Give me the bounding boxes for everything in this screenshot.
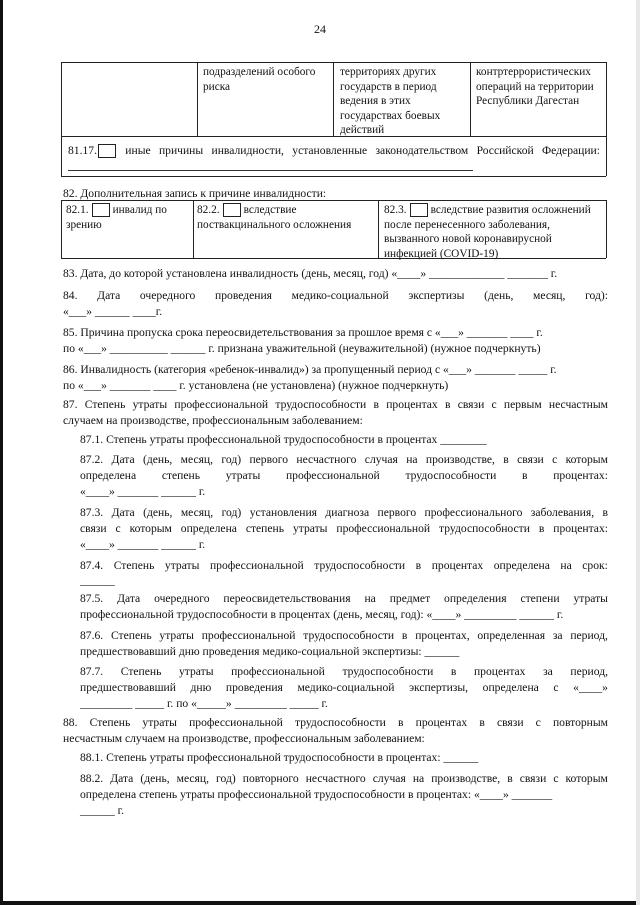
scan-edge-right — [636, 0, 640, 905]
checkbox-82-3[interactable] — [410, 203, 428, 217]
table1-bottom-border — [61, 176, 606, 177]
item-87-3-line-3: «____» _______ ______ г. — [80, 538, 206, 551]
row-81-17: 81.17. иные причины инвалидности, установленные законодательством Российской Федерации: — [68, 144, 600, 157]
item-84-line-1: 84. Дата очередного проведения медико-социальной экспертизы (день, месяц, год): — [63, 289, 608, 302]
cell-82-1: 82.1. инвалид по зрению — [66, 204, 167, 231]
checkbox-82-1[interactable] — [92, 203, 110, 217]
item-85-line-1: 85. Причина пропуска срока переосвидетельствования за прошлое время с «___» _______ ____ г. — [63, 326, 543, 339]
table82-top-border — [61, 200, 606, 201]
item-88-2-line-3: ______ г. — [80, 804, 125, 817]
item-87-7-line-1: 87.7. Степень утраты профессиональной трудоспособности в процентах за период, — [80, 665, 608, 678]
table1-col-divider-2 — [333, 62, 334, 136]
table1-col-divider-1 — [197, 62, 198, 136]
item-87-1-line: 87.1. Степень утраты профессиональной трудоспособности в процентах ________ — [80, 433, 487, 446]
table1-cell-special-risk: подразделений особого риска — [203, 66, 316, 93]
page-number: 24 — [314, 22, 326, 36]
cell-82-2: 82.2. вследствие поствакцинального осложнения — [197, 204, 352, 231]
table82-left-border — [61, 200, 62, 258]
scan-edge-left — [0, 0, 3, 905]
scan-edge-bottom — [0, 901, 640, 905]
item-87-2-line-3: «____» _______ ______ г. — [80, 485, 206, 498]
item-87-2-line-1: 87.2. Дата (день, месяц, год) первого несчастного случая на производстве, в связи с которым — [80, 453, 608, 466]
item-87-4-line-1: 87.4. Степень утраты профессиональной трудоспособности в процентах определена на срок: — [80, 559, 608, 572]
item-87-2-line-2: определена степень утраты профессиональной трудоспособности в процентах: — [80, 469, 608, 482]
table1-left-border — [61, 62, 62, 176]
item-87-5-line-1: 87.5. Дата очередного переосвидетельствования на предмет определения степени утраты — [80, 592, 608, 605]
cell-82-3: 82.3. вследствие развития осложнений после перенесенного заболевания, вызванного новой коронавирусной инфекцией (COVID-19) — [384, 204, 591, 260]
item-84-line-2: «___» ______ ____г. — [63, 305, 163, 318]
item-87-7-line-2: предшествовавший дню проведения медико-социальной экспертизы, определена с «____» — [80, 681, 608, 694]
item-86-line-2: по «___» _______ ____ г. установлена (не установлена) (нужное подчеркнуть) — [63, 379, 449, 392]
table82-right-border — [606, 200, 607, 258]
item-87-6-line-2: предшествовавший дню проведения медико-социальной экспертизы: ______ — [80, 645, 460, 658]
item-85-line-2: по «___» __________ ______ г. признана уважительной (неуважительной) (нужное подчеркнуть) — [63, 342, 541, 355]
table1-cell-dagestan: контртеррористических операций на территории Республики Дагестан — [476, 66, 594, 107]
item-87-3-line-2: связи с которым определена степень утраты профессиональной трудоспособности в процентах: — [80, 522, 608, 535]
item-88-line-2: несчастным случаем на производстве, профессиональным заболеванием: — [63, 732, 425, 745]
item-83-line: 83. Дата, до которой установлена инвалидность (день, месяц, год) «____» _____________ _______ г. — [63, 267, 558, 280]
item-87-4-line-2: ______ — [80, 574, 115, 587]
item-88-2-line-1: 88.2. Дата (день, месяц, год) повторного несчастного случая на производстве, в связи с которым — [80, 772, 608, 785]
item-88-2-line-2: определена степень утраты профессиональной трудоспособности в процентах: «____» _______ — [80, 788, 553, 801]
item-87-3-line-1: 87.3. Дата (день, месяц, год) установления диагноза первого профессионального заболевания, в — [80, 506, 608, 519]
table1-row-divider — [61, 136, 606, 137]
item-87-line-1: 87. Степень утраты профессиональной трудоспособности в процентах в связи с первым несчастным — [63, 398, 608, 411]
item-88-1-line: 88.1. Степень утраты профессиональной трудоспособности в процентах: ______ — [80, 751, 479, 764]
item-87-line-2: случаем на производстве, профессиональным заболеванием: — [63, 414, 363, 427]
item-87-5-line-2: профессиональной трудоспособности в процентах (день, месяц, год): «____» _________ ______ г. — [80, 608, 564, 621]
table82-col-divider-1 — [193, 200, 194, 258]
item-87-6-line-1: 87.6. Степень утраты профессиональной трудоспособности в процентах, определенная за период, — [80, 629, 608, 642]
table1-right-border — [606, 62, 607, 176]
table1-col-divider-3 — [470, 62, 471, 136]
item-88-line-1: 88. Степень утраты профессиональной трудоспособности в процентах в связи с повторным — [63, 716, 608, 729]
section-82-title: 82. Дополнительная запись к причине инвалидности: — [63, 187, 327, 200]
table1-cell-other-states: территориях других государств в период ведения в этих государствах боевых действий — [340, 66, 441, 136]
checkbox-81-17[interactable] — [98, 144, 116, 158]
item-86-line-1: 86. Инвалидность (категория «ребенок-инвалид») за пропущенный период с «___» _______ _____ г. — [63, 363, 557, 376]
table82-col-divider-2 — [378, 200, 379, 258]
item-87-7-line-3: _________ _____ г. по «_____» _________ _____ г. — [80, 697, 328, 710]
checkbox-82-2[interactable] — [223, 203, 241, 217]
row-81-17-fill-line[interactable] — [68, 170, 473, 171]
